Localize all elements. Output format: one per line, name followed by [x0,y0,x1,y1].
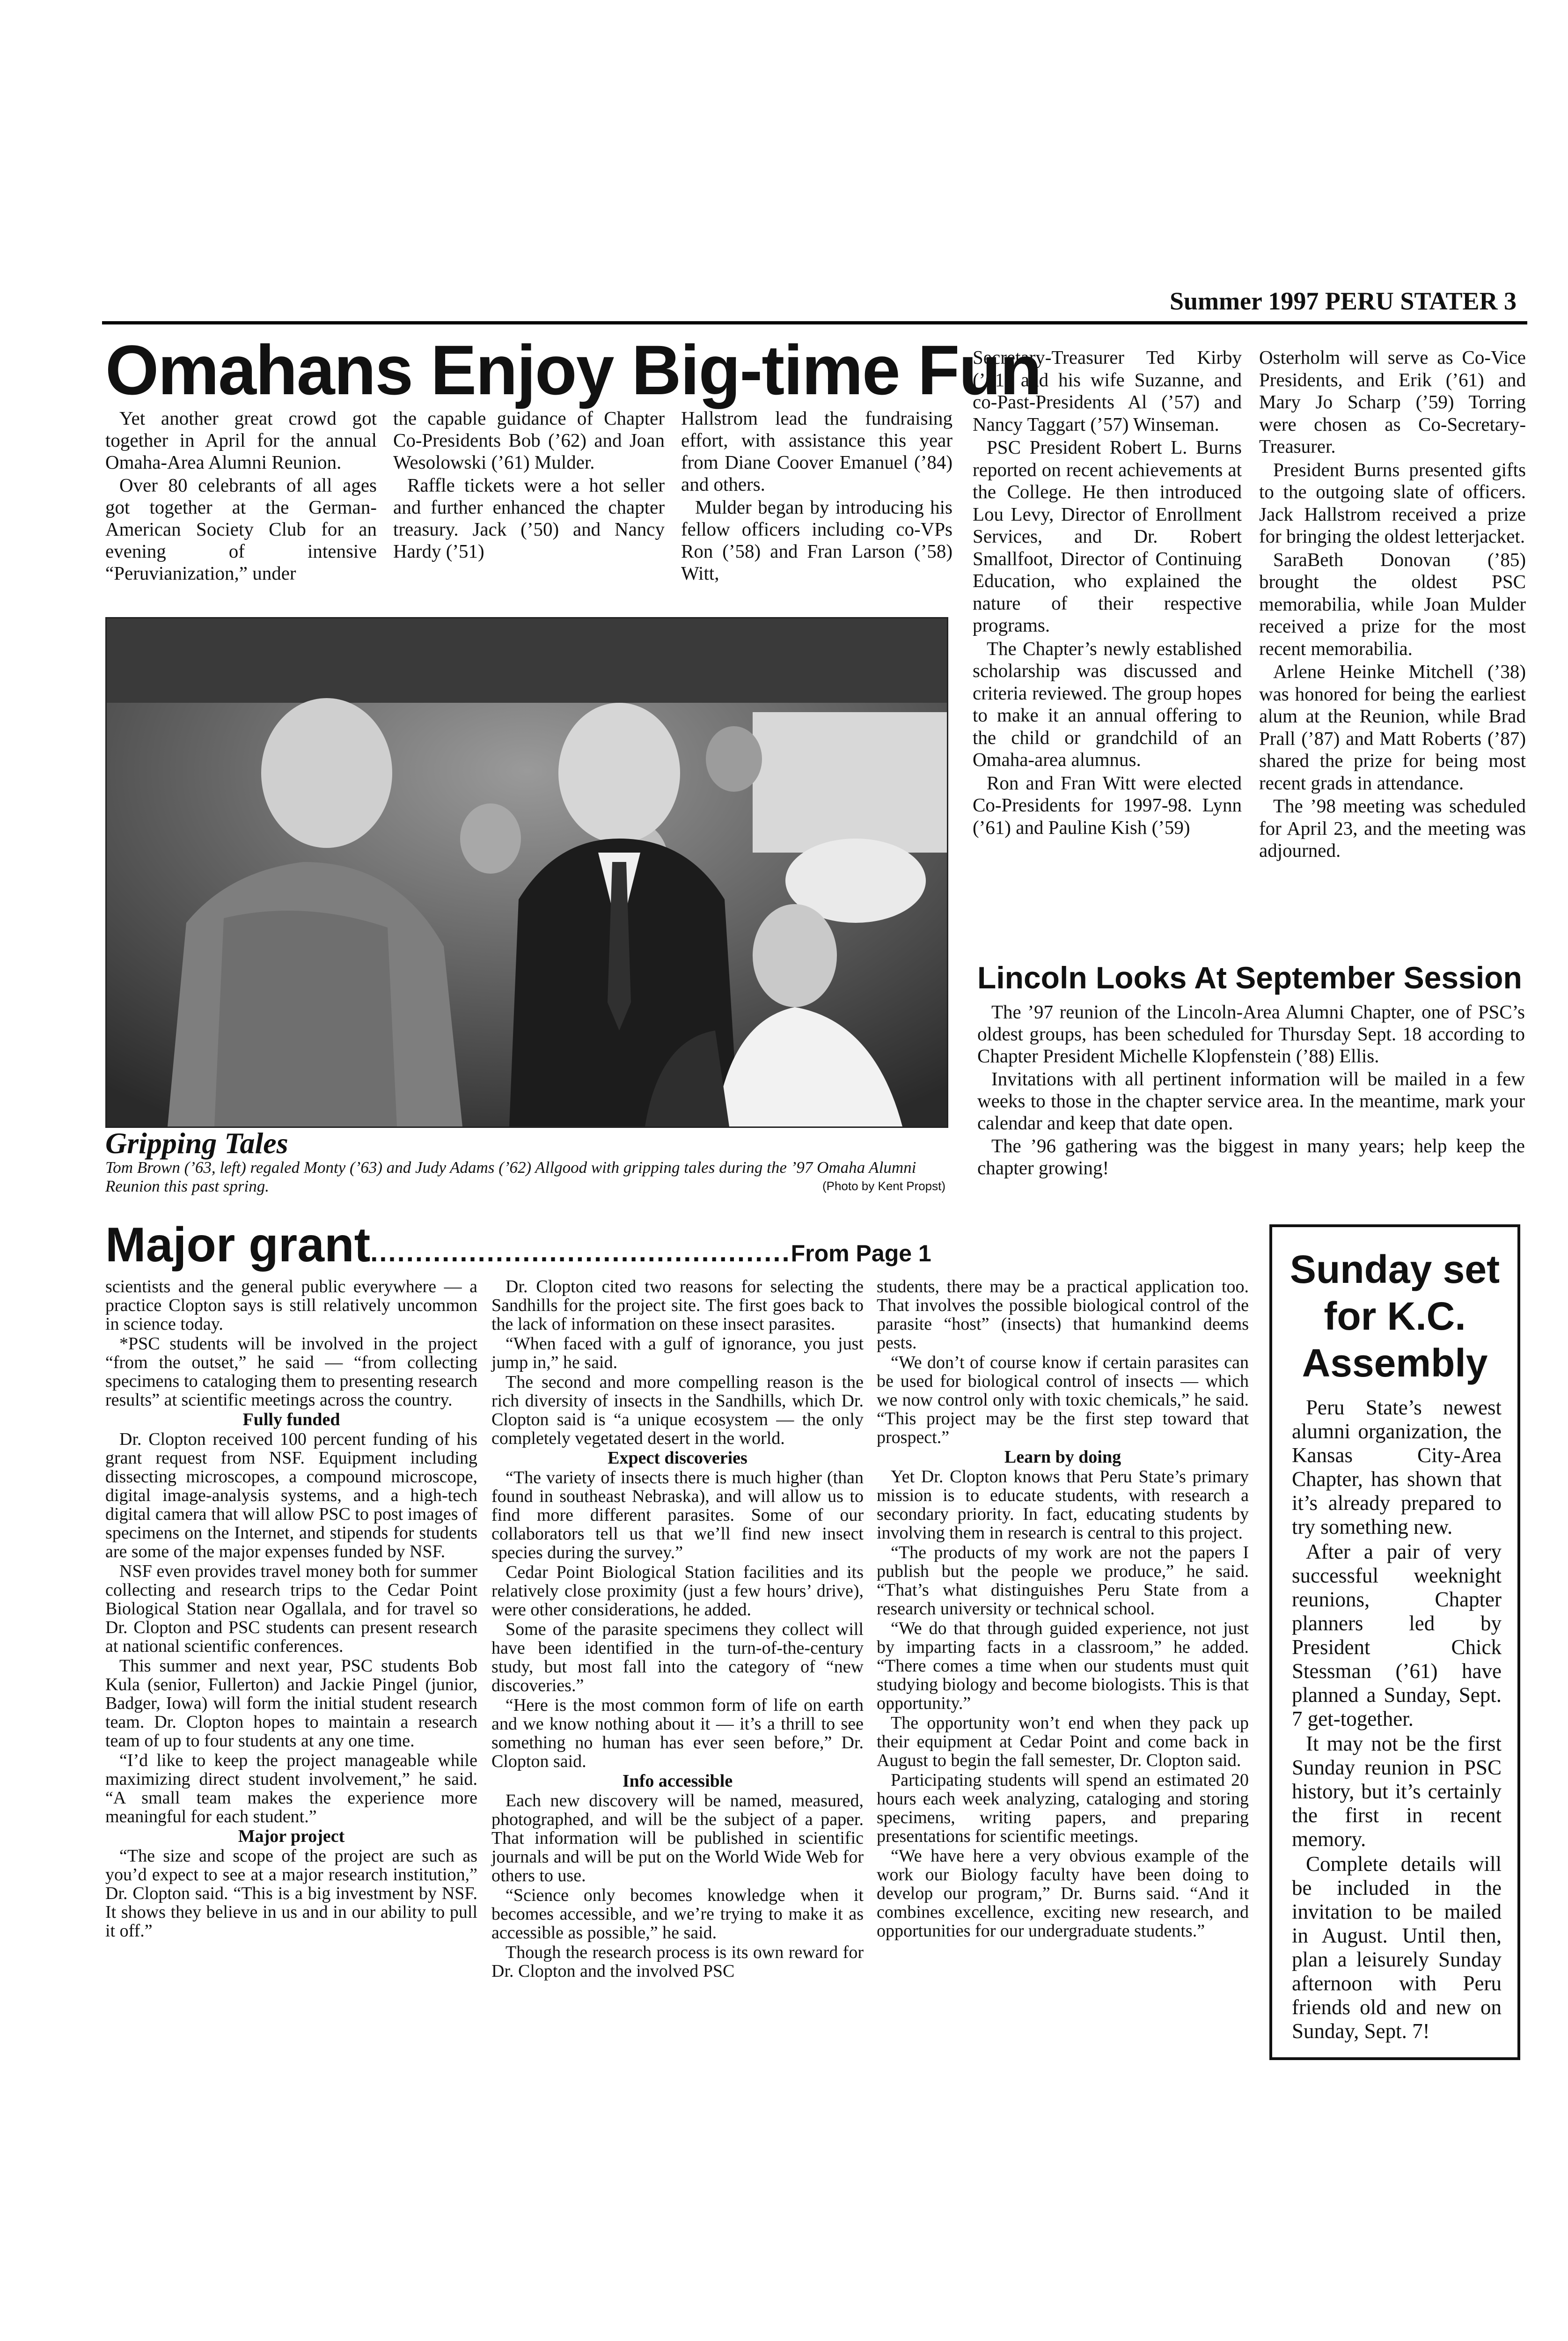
kc-p3: It may not be the first Sunday reunion in PSC history, but it’s certainly the first in recent memory. [1292,1732,1502,1851]
grant-c2-4: “The variety of insects there is much higher (than found in southeast Nebraska), and will allow us to find more different parasites. Some of our collaborators tell us that we’ll find new insect species during the survey.” [491,1468,864,1562]
omaha-col3-p1: Hallstrom lead the fundraising effort, with assistance this year from Diane Coover Emanuel (’84) and others. [681,407,953,495]
omaha-col-3 [681,407,953,585]
grant-col-2 [491,1277,864,1981]
omaha-col4-p3: The Chapter’s newly established scholarship was discussed and criteria reviewed. The group hopes to make it an annual offering to the child or grandchild of an Omaha-area alumnus. [973,637,1242,770]
grant-subhead-learn-by-doing: Learn by doing [1004,1447,1121,1467]
grant-subhead-expect-discoveries: Expect discoveries [608,1448,747,1468]
grant-c1-8: “The size and scope of the project are such as you’d expect to see at a major research institution,” Dr. Clopton said. “This is a big investment by NSF. It shows they believe in us and in our ability to pull it off.” [105,1846,477,1941]
omaha-col-4 [973,346,1242,839]
grant-subhead-major-project: Major project [238,1826,345,1846]
grant-c1-4: NSF even provides travel money both for summer collecting and research trips to the Cedar Point Biological Station near Ogallala, and for travel so Dr. Clopton and PSC students can present research at national scientific conferences. [105,1561,477,1656]
reunion-photo [105,617,948,1128]
grant-headline-row [105,1217,1238,1274]
reunion-photo-art [107,618,947,1126]
kc-p4: Complete details will be included in the invitation to be mailed in August. Until then, plan a leisurely Sunday afternoon with Peru friends old and new on Sunday, Sept. 7! [1292,1852,1502,2043]
grant-c3-0: students, there may be a practical application too. That involves the possible biological control of the parasite “host” (insects) that humankind deems pests. [877,1277,1249,1353]
omaha-headline: Omahans Enjoy Big-time Fun [105,331,1041,409]
omaha-col1-p1: Yet another great crowd got together in April for the annual Omaha-Area Alumni Reunion. [105,407,377,473]
kc-p1: Peru State’s newest alumni organization, the Kansas City-Area Chapter, has shown that it’s already prepared to try something new. [1292,1396,1502,1539]
omaha-col5-p4: Arlene Heinke Mitchell (’38) was honored for being the earliest alum at the Reunion, while Brad Prall (’87) and Matt Roberts (’87) shared the prize for being most recent grads in attendance. [1259,661,1526,794]
kc-box [1269,1224,1520,2060]
grant-col-3 [877,1277,1249,1941]
grant-c3-4: “The products of my work are not the papers I publish but the people we produce,” he said. “That’s what distinguishes Peru State from a research university or technical school. [877,1543,1249,1619]
grant-leader: ............................................... [370,1237,791,1267]
lincoln-p3: The ’96 gathering was the biggest in many years; help keep the chapter growing! [977,1135,1525,1178]
grant-c2-1: “When faced with a gulf of ignorance, you just jump in,” he said. [491,1334,864,1372]
grant-c1-0: scientists and the general public everywhere — a practice Clopton says is still relatively uncommon in science today. [105,1277,477,1334]
grant-c2-11: Though the research process is its own reward for Dr. Clopton and the involved PSC [491,1943,864,1981]
photo-caption-text: Tom Brown (’63, left) regaled Monty (’63) and Judy Adams (’62) Allgood with gripping tales during the ’97 Omaha Alumni Reunion this past spring. [105,1158,916,1195]
grant-c2-10: “Science only becomes knowledge when it becomes accessible, and we’re trying to make it as accessible as possible,” he said. [491,1885,864,1943]
grant-c1-5: This summer and next year, PSC students Bob Kula (senior, Fullerton) and Jackie Pingel (junior, Badger, Iowa) will form the initial student research team. Dr. Clopton hopes to maintain a research team of up to four students at any one time. [105,1656,477,1751]
grant-subhead-fully-funded: Fully funded [242,1410,340,1429]
kc-body [1292,1396,1502,2043]
grant-from-page: From Page 1 [791,1240,931,1266]
grant-c3-5: “We do that through guided experience, not just by imparting facts in a classroom,” he added. “There comes a time when our students must quit studying biology and become biologists. This is that opportunity.” [877,1619,1249,1713]
omaha-col5-p3: SaraBeth Donovan (’85) brought the oldest PSC memorabilia, while Joan Mulder received a prize for the most recent memorabilia. [1259,548,1526,659]
omaha-col-1 [105,407,377,585]
grant-c3-3: Yet Dr. Clopton knows that Peru State’s primary mission is to educate students, with research a secondary priority. In fact, educating students by involving them in research is central to this project. [877,1467,1249,1543]
lincoln-p2: Invitations with all pertinent information will be mailed in a few weeks to those in the chapter service area. In the meantime, mark your calendar and keep that date open. [977,1068,1525,1134]
omaha-col2-p1: the capable guidance of Chapter Co-Presidents Bob (’62) and Joan Wesolowski (’61) Mulder. [393,407,665,473]
lincoln-headline: Lincoln Looks At September Session [977,960,1522,995]
omaha-col1-p2: Over 80 celebrants of all ages got together at the German-American Society Club for an evening of intensive “Peruvianization,” under [105,474,377,584]
grant-c3-6: The opportunity won’t end when they pack up their equipment at Cedar Point and come back in August to begin the fall semester, Dr. Clopton said. [877,1713,1249,1770]
omaha-col5-p5: The ’98 meeting was scheduled for April 23, and the meeting was adjourned. [1259,795,1526,861]
kc-p2: After a pair of very successful weeknight reunions, Chapter planners led by President Chick Stessman (’61) have planned a Sunday, Sept. 7 get-together. [1292,1540,1502,1730]
kc-headline: Sunday set for K.C. Assembly [1290,1247,1500,1385]
grant-c2-2: The second and more compelling reason is the rich diversity of insects in the Sandhills, which Dr. Clopton said is “a unique ecosystem — the only completely vegetated desert in the world. [491,1372,864,1448]
grant-c3-7: Participating students will spend an estimated 20 hours each week analyzing, cataloging and storing specimens, writing papers, and preparing presentations for scientific meetings. [877,1770,1249,1846]
omaha-col4-p2: PSC President Robert L. Burns reported on recent achievements at the College. He then introduced Lou Levy, Director of Enrollment Services, and Dr. Robert Smallfoot, Director of Continuing Education, who explained the nature of their respective programs. [973,436,1242,636]
grant-col-1 [105,1277,477,1941]
omaha-col-5 [1259,346,1526,863]
grant-c2-5: Cedar Point Biological Station facilities and its relatively close proximity (just a few hours’ drive), were other considerations, he added. [491,1562,864,1620]
grant-c2-9: Each new discovery will be named, measured, photographed, and will be the subject of a paper. That information will be published in scientific journals and will be put on the World Wide Web for others to use. [491,1791,864,1885]
photo-credit: (Photo by Kent Propst) [822,1179,945,1193]
grant-c1-1: *PSC students will be involved in the project “from the outset,” he said — “from collecting specimens to cataloging them to presenting research results” at scientific meetings across the country. [105,1334,477,1410]
grant-c3-1: “We don’t of course know if certain parasites can be used for biological control of insects — which we now control only with toxic chemicals,” he said. “This project may be the first step toward that prospect.” [877,1353,1249,1447]
grant-c3-8: “We have here a very obvious example of the work our Biology faculty have been doing to develop our program,” Dr. Burns said. “And it combines excellence, exciting new research, and opportunities for our undergraduate students.” [877,1846,1249,1941]
grant-c1-3: Dr. Clopton received 100 percent funding of his grant request from NSF. Equipment including dissecting microscopes, a compound microscope, digital image-analysis systems, and a high-tech digital camera that will allow PSC to post images of specimens on the Internet, and stipends for students are some of the major expenses funded by NSF. [105,1429,477,1561]
grant-c2-7: “Here is the most common form of life on earth and we know nothing about it — it’s a thrill to see something no human has ever seen before,” Dr. Clopton said. [491,1695,864,1771]
omaha-col3-p2: Mulder began by introducing his fellow officers including co-VPs Ron (’58) and Fran Larson (’58) Witt, [681,496,953,584]
omaha-col-2 [393,407,665,563]
omaha-col4-p4: Ron and Fran Witt were elected Co-Presidents for 1997-98. Lynn (’61) and Pauline Kish (’59) [973,772,1242,838]
page-header: Summer 1997 PERU STATER 3 [1169,287,1517,315]
grant-c2-0: Dr. Clopton cited two reasons for selecting the Sandhills for the project site. The first goes back to the lack of information on these insect parasites. [491,1277,864,1334]
grant-subhead-info-accessible: Info accessible [622,1771,733,1791]
lincoln-p1: The ’97 reunion of the Lincoln-Area Alumni Chapter, one of PSC’s oldest groups, has been scheduled for Thursday Sept. 18 according to Chapter President Michelle Klopfenstein (’88) Ellis. [977,1001,1525,1067]
omaha-col5-p2: President Burns presented gifts to the outgoing slate of officers. Jack Hallstrom received a prize for bringing the oldest letterjacket. [1259,458,1526,547]
omaha-col2-p2: Raffle tickets were a hot seller and further enhanced the chapter treasury. Jack (’50) and Nancy Hardy (’51) [393,474,665,562]
omaha-col5-p1: Osterholm will serve as Co-Vice Presidents, and Erik (’61) and Mary Jo Scharp (’59) Torring were chosen as Co-Secretary-Treasurer. [1259,346,1526,457]
lincoln-body [977,1001,1525,1180]
photo-caption-title: Gripping Tales [105,1126,288,1160]
grant-headline: Major grant [105,1218,371,1272]
omaha-col4-p1: Secretary-Treasurer Ted Kirby (’61) and his wife Suzanne, and co-Past-Presidents Al (’57) and Nancy Taggart (’57) Winseman. [973,346,1242,435]
header-rule [102,321,1527,324]
grant-c2-6: Some of the parasite specimens they collect will have been identified in the turn-of-the-century study, but most fall into the category of “new discoveries.” [491,1620,864,1695]
grant-c1-6: “I’d like to keep the project manageable while maximizing direct student involvement,” he said. “A small team makes the experience more meaningful for each student.” [105,1751,477,1826]
